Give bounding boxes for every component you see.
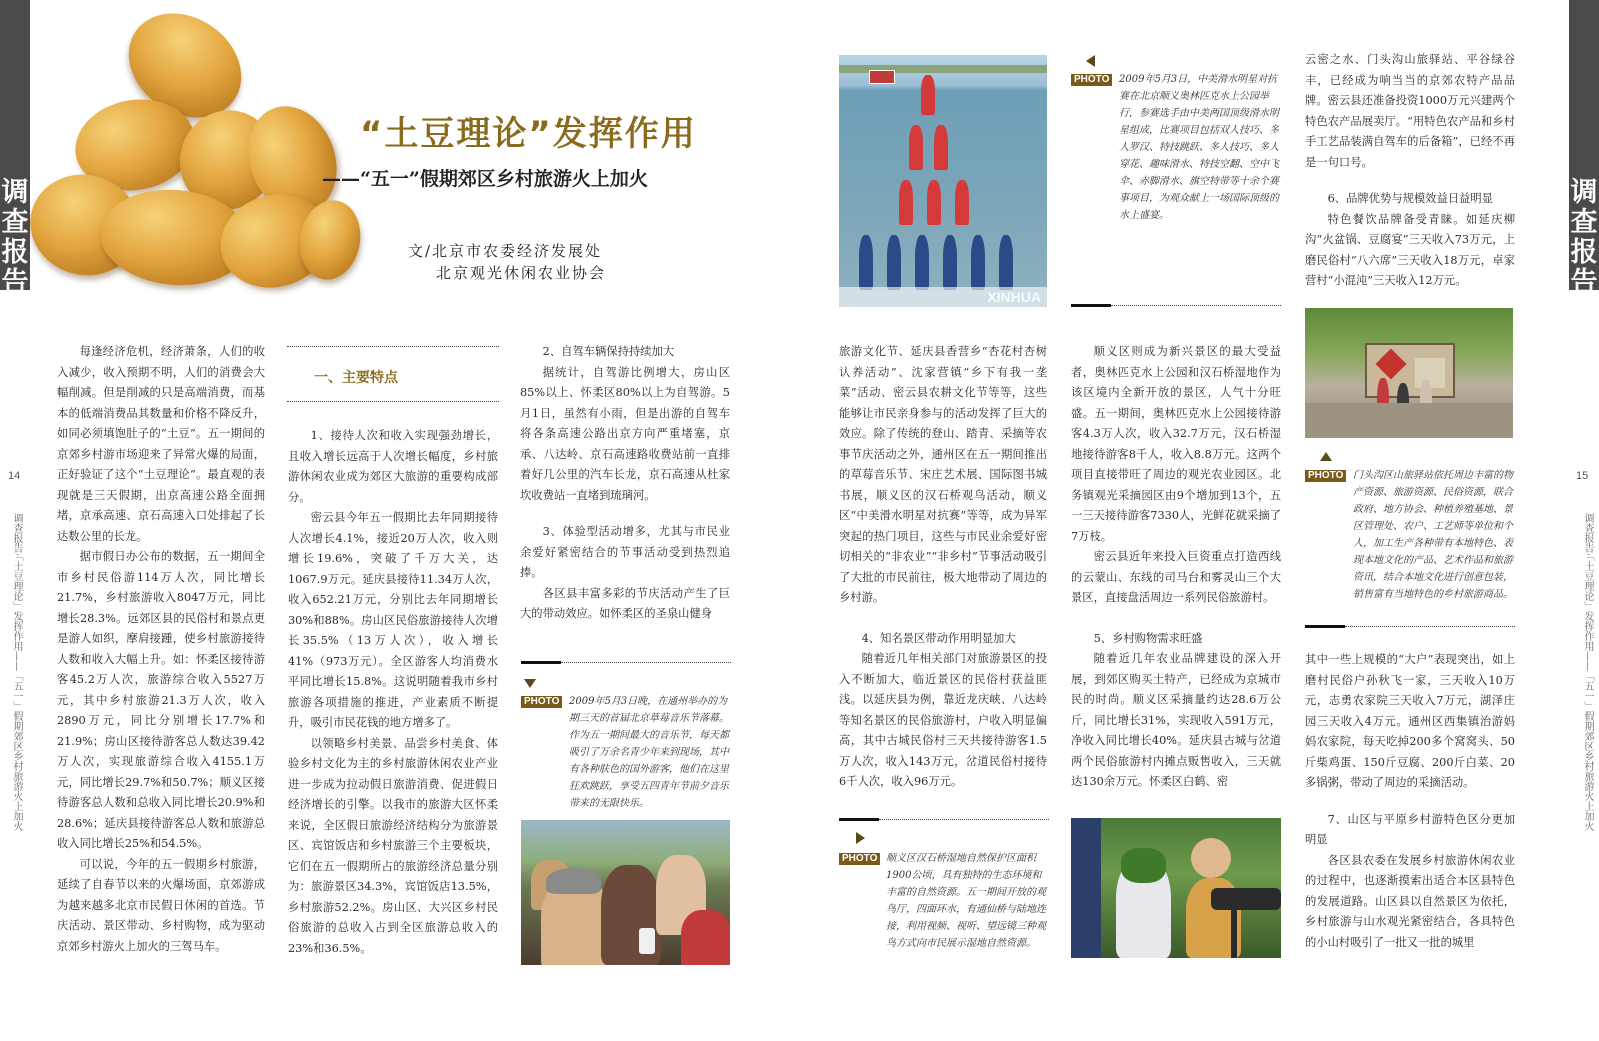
col2-paragraph-1: 1、接待人次和收入实现强劲增长，且收入增长远高于人次增长幅度，乡村旅游休闲农业成为郊区大旅游的重要构成部分。	[288, 429, 498, 504]
column-6-rule-thin	[1345, 626, 1515, 627]
column-5-rule-thin	[1111, 305, 1281, 306]
photo-tag-waterski: PHOTO	[1071, 74, 1112, 86]
photo-tag-music: PHOTO	[521, 696, 562, 708]
article-subtitle: ——“五一”假期郊区乡村旅游火上加火	[322, 168, 648, 190]
column-6-top	[1305, 50, 1515, 292]
column-1	[57, 342, 265, 957]
col4-heading-4: 4、知名景区带动作用明显加大	[861, 631, 1016, 645]
col3-paragraph-1: 据统计，自驾游比例增大，房山区85%以上、怀柔区80%以上为自驾游。5月1日，虽然有小雨，但是出游的自驾车将各条高速公路出京方向严重堵塞，京承、八达岭、京石高速路收费站前一直排着好几公里的汽车长龙，京石高速从杜家坎收费站一直堵到琉璃河。	[520, 365, 730, 502]
potato-illustration	[30, 10, 370, 295]
triangle-left-icon	[1086, 55, 1095, 67]
col2-paragraph-2: 密云县今年五一假期比去年同期接待人次增长4.1%，接近20万人次，收入则增长19.6%，突破了千万大关，达1067.9万元。延庆县接待11.34万人次，收入652.21万元，分别比去年同期增长30%和88%。房山区民俗旅游接待人次增长35.5%（13万人次），收入增长41%（973万元）。全区游客人均消费水平同比增长15.8%。这说明随着我市乡村旅游各项措施的推进，产业素质不断提升，吸引市民花钱的地方增多了。	[288, 511, 498, 729]
col6-heading-7: 7、山区与平原乡村游特色区分更加明显	[1305, 812, 1515, 846]
column-4	[839, 342, 1047, 793]
col3-heading-3: 3、体验型活动增多，尤其与市民业余爱好紧密结合的节事活动受到热烈追捧。	[520, 525, 730, 579]
section-rule-top	[287, 346, 499, 347]
col4-paragraph-2: 随着近几年相关部门对旅游景区的投入不断加大，临近景区的民俗村获益匪浅。以延庆县为例，靠近龙庆峡、八达岭等知名景区的民俗旅游村，户收入明显偏高，其中古城民俗村三天共接待游客1.5万人次，收入143万元，岔道民俗村接待6千人次，收入96万元。	[839, 652, 1047, 788]
birdwatching-photo	[1071, 818, 1281, 958]
photo-watermark: XINHUA	[987, 289, 1041, 305]
right-side-strip: 调查报告·「土豆理论」发挥作用——「五一」假期郊区乡村旅游火上加火	[1582, 512, 1593, 832]
photo-rule-wetland-thin	[879, 819, 1049, 820]
column-3	[520, 342, 730, 625]
left-side-strip: 调查报告·「土豆理论」发挥作用——「五一」假期郊区乡村旅游火上加火	[11, 512, 22, 832]
column-5-rule	[1071, 304, 1111, 307]
photo-rule-wetland	[839, 818, 879, 821]
section-rule-bottom	[287, 401, 499, 402]
triangle-down-icon	[524, 679, 536, 688]
section-heading: 一、主要特点	[314, 370, 398, 386]
photo-rule-music	[521, 661, 561, 664]
left-side-tab-label: 调查报告	[1, 177, 29, 298]
col1-paragraph-1: 每逢经济危机，经济萧条，人们的收入减少，收入预期不明，人们的消费会大幅削减。但是削减的只是高端消费，而基本的低端消费品其数量和价格不降反升，如同必须填饱肚子的“土豆”。五一期间的京郊乡村游市场迎来了异常火爆的局面，正好验证了这个“土豆理论”。最直观的表现就是三天假期，出京高速公路全面拥堵，京承高速、京石高速入口处排起了长达数公里的长龙。	[57, 345, 265, 543]
triangle-right-icon	[856, 832, 865, 844]
col2-paragraph-3: 以领略乡村美景、品尝乡村美食、体验乡村文化为主的乡村旅游休闲农业产业进一步成为拉动假日旅游消费、促进假日经济增长的引擎。以我市的旅游大区怀柔来说，全区假日旅游经济结构分为旅游景区、宾馆饭店和乡村旅游三个主要板块，它们在五一假期所占的旅游经济总量分别为：旅游景区34.3%，宾馆饭店13.5%，乡村旅游52.2%。房山区、大兴区乡村民俗旅游的总收入占到全区旅游总收入的23%和36.5%。	[288, 736, 498, 955]
col4-paragraph-1: 旅游文化节、延庆县香营乡“杏花村杏树认养活动”、沈家营镇“乡下有我一垄菜”活动、密云县农耕文化节等等，这些能够让市民亲身参与的活动发挥了巨大的效应。除了传统的登山、踏青、采摘等农事节庆活动之外，通州区在五一期间推出的草莓音乐节、宋庄艺术展、国际图书城书展，顺义区的汉石桥观鸟活动，顺义区“中美滑水明星对抗赛”等等，成为异军突起的热门项目，这些与市民业余爱好密切相关的“非农业”“非乡村”节事活动吸引了大批的市民前往，极大地带动了周边的乡村游。	[839, 345, 1047, 604]
right-page-number: 15	[1576, 470, 1589, 482]
photo-tag-wetland: PHOTO	[839, 853, 880, 865]
caption-wetland: 顺义区汉石桥湿地自然保护区面积1900公顷，具有独特的生态环境和丰富的自然资源。五一期间开放的观鸟厅，四面环水，有通仙桥与陆地连接，利用视频、视听、望远镜三种观鸟方式向市民展示湿地自然资源。	[886, 853, 1046, 949]
byline-1: 文/北京市农委经济发展处	[408, 242, 603, 260]
caption-water-ski: 2009年5月3日，中美滑水明星对抗赛在北京顺义奥林匹克水上公园举行，参赛选手由中美两国顶级滑水明星组成，比赛项目包括双人技巧、多人罗汉、特技跳跃、多人技巧、多人穿花、趣味滑水、特技空翻、空中飞伞、赤脚滑水、旗空特带等十余个赛事项目，为观众献上一场国际顶级的水上盛宴。	[1119, 74, 1279, 221]
right-side-tab	[1569, 0, 1599, 298]
col1-paragraph-2: 据市假日办公布的数据，五一期间全市乡村民俗游114万人次，同比增长21.7%，乡村旅游收入8047万元，同比增长28.3%。远郊区县的民俗村和景点更是游人如织，摩肩接踵，使乡村旅游接待人数和收入大幅上升。如：怀柔区接待游客45.2万人次，旅游综合收入5527万元，其中乡村旅游21.3万人次，收入2890万元，同比分别增长17.7%和21.9%；房山区接待游客总人数达39.42万人次，实现旅游综合收入4155.1万元，同比增长29.7%和50.7%；顺义区接待游客总人数和总收入同比增长20.9%和28.6%；延庆县接待游客总人数和旅游总收入同比增长25%和54.5%。	[57, 550, 265, 850]
left-side-tab	[0, 0, 30, 298]
col6-paragraph-3: 其中一些上规模的“大户”表现突出，如上磨村民俗户孙秋飞一家，三天收入10万元，志勇农家院三天收入7万元，湖泽庄园三天收入4万元。通州区西集镇治游妈妈农家院，每天吃掉200多个窝窝头、50斤柴鸡蛋、150斤豆腐、200斤白菜、20多锅粥，带动了周边的采摘活动。	[1305, 653, 1515, 789]
byline-2: 北京观光休闲农业协会	[436, 264, 607, 282]
col5-heading-5: 5、乡村购物需求旺盛	[1093, 631, 1203, 645]
column-6-bottom	[1305, 650, 1515, 953]
col5-paragraph-1: 顺义区则成为新兴景区的最大受益者，奥林匹克水上公园和汉石桥湿地作为该区境内全新开放的景区，人气十分旺盛。五一期间，奥林匹克水上公园接待游客4.3万人次，收入32.7万元，汉石桥湿地接待游客8千人，收入8.8万元。这两个项目直接带旺了周边的观光农业园区。北务镇观光采摘园区由9个增加到13个，五一三天接待游客7330人，光鲜花就采摘了7万枝。	[1071, 345, 1281, 543]
caption-village: 门头沟区山旅驿站依托周边丰富的物产资源、旅游资源、民俗资源，联合政府、地方协会、种植养殖基地、景区管理处、农户、工艺师等单位和个人，加工生产各种带有本地特色、表现本地文化的产品、艺术作品和旅游资讯，结合本地文化进行创意包装，销售富有当地特色的乡村旅游商品。	[1353, 470, 1513, 600]
col3-heading-2: 2、自驾车辆保持持续加大	[542, 345, 675, 358]
water-ski-photo	[839, 55, 1047, 307]
col3-paragraph-2: 各区县丰富多彩的节庆活动产生了巨大的带动效应。如怀柔区的圣泉山健身	[520, 586, 730, 620]
col6-paragraph-1: 云密之水、门头沟山旅驿站、平谷绿谷丰，已经成为响当当的京郊农特产品品牌。密云县还准备投资1000万元兴建两个特色农产品展卖厅。“用特色农产品和乡村手工艺品装满自驾车的后备箱”，已经不再是一句口号。	[1305, 53, 1515, 169]
caption-music-festival: 2009年5月3日晚，在通州举办的为期三天的首届北京草莓音乐节落幕。作为五一期间最大的音乐节，每天都吸引了万余名青少年来到现场，其中有各种肤色的国外游客，他们在这里狂欢跳跃，享受五四青年节前夕音乐带来的无限快乐。	[569, 696, 729, 809]
col1-paragraph-3: 可以说，今年的五一假期乡村旅游，延续了自春节以来的火爆场面，京郊游成为越来越多北京市民假日休闲的首选。节庆活动、景区带动、乡村购物，成为驱动京郊乡村游火上加火的三驾马车。	[57, 857, 265, 953]
photo-tag-village: PHOTO	[1305, 470, 1346, 482]
photo-rule-music-thin	[561, 662, 731, 663]
right-side-tab-label: 调查报告	[1570, 177, 1598, 298]
col6-paragraph-2: 特色餐饮品牌备受青睐。如延庆柳沟“火盆锅、豆腐宴”三天收入73万元，上磨民俗村“八六席”三天收入18万元，卓家营村“小混沌”三天收入12万元。	[1305, 212, 1515, 287]
music-festival-photo	[521, 820, 730, 965]
triangle-up-icon	[1320, 452, 1332, 461]
column-2	[288, 426, 498, 959]
col5-paragraph-3: 随着近几年农业品牌建设的深入开展，到郊区购买土特产，已经成为京城市民的时尚。顺义区采摘量约达28.6万公斤，同比增长31%，实现收入591万元，净收入同比增长40%。延庆县古城与岔道两个民俗旅游村内摊点贩售收入，三天就达130余万元。怀柔区白鹤、密	[1071, 652, 1281, 788]
column-5	[1071, 342, 1281, 793]
column-6-rule	[1305, 625, 1345, 628]
village-photo	[1305, 308, 1513, 438]
article-title: “土豆理论”发挥作用	[360, 114, 697, 154]
col6-paragraph-4: 各区县农委在发展乡村旅游休闲农业的过程中，也逐渐摸索出适合本区县特色的发展道路。山区县以自然景区为依托，乡村旅游与山水观光紧密结合，各具特色的小山村吸引了一批又一批的城里	[1305, 853, 1515, 949]
left-page-number: 14	[8, 470, 21, 482]
col6-heading-6: 6、品牌优势与规模效益日益明显	[1327, 192, 1493, 205]
col5-paragraph-2: 密云县近年来投入巨资重点打造西线的云蒙山、东线的司马台和雾灵山三个大景区，直接盘活周边一系列民俗旅游村。	[1071, 550, 1281, 604]
